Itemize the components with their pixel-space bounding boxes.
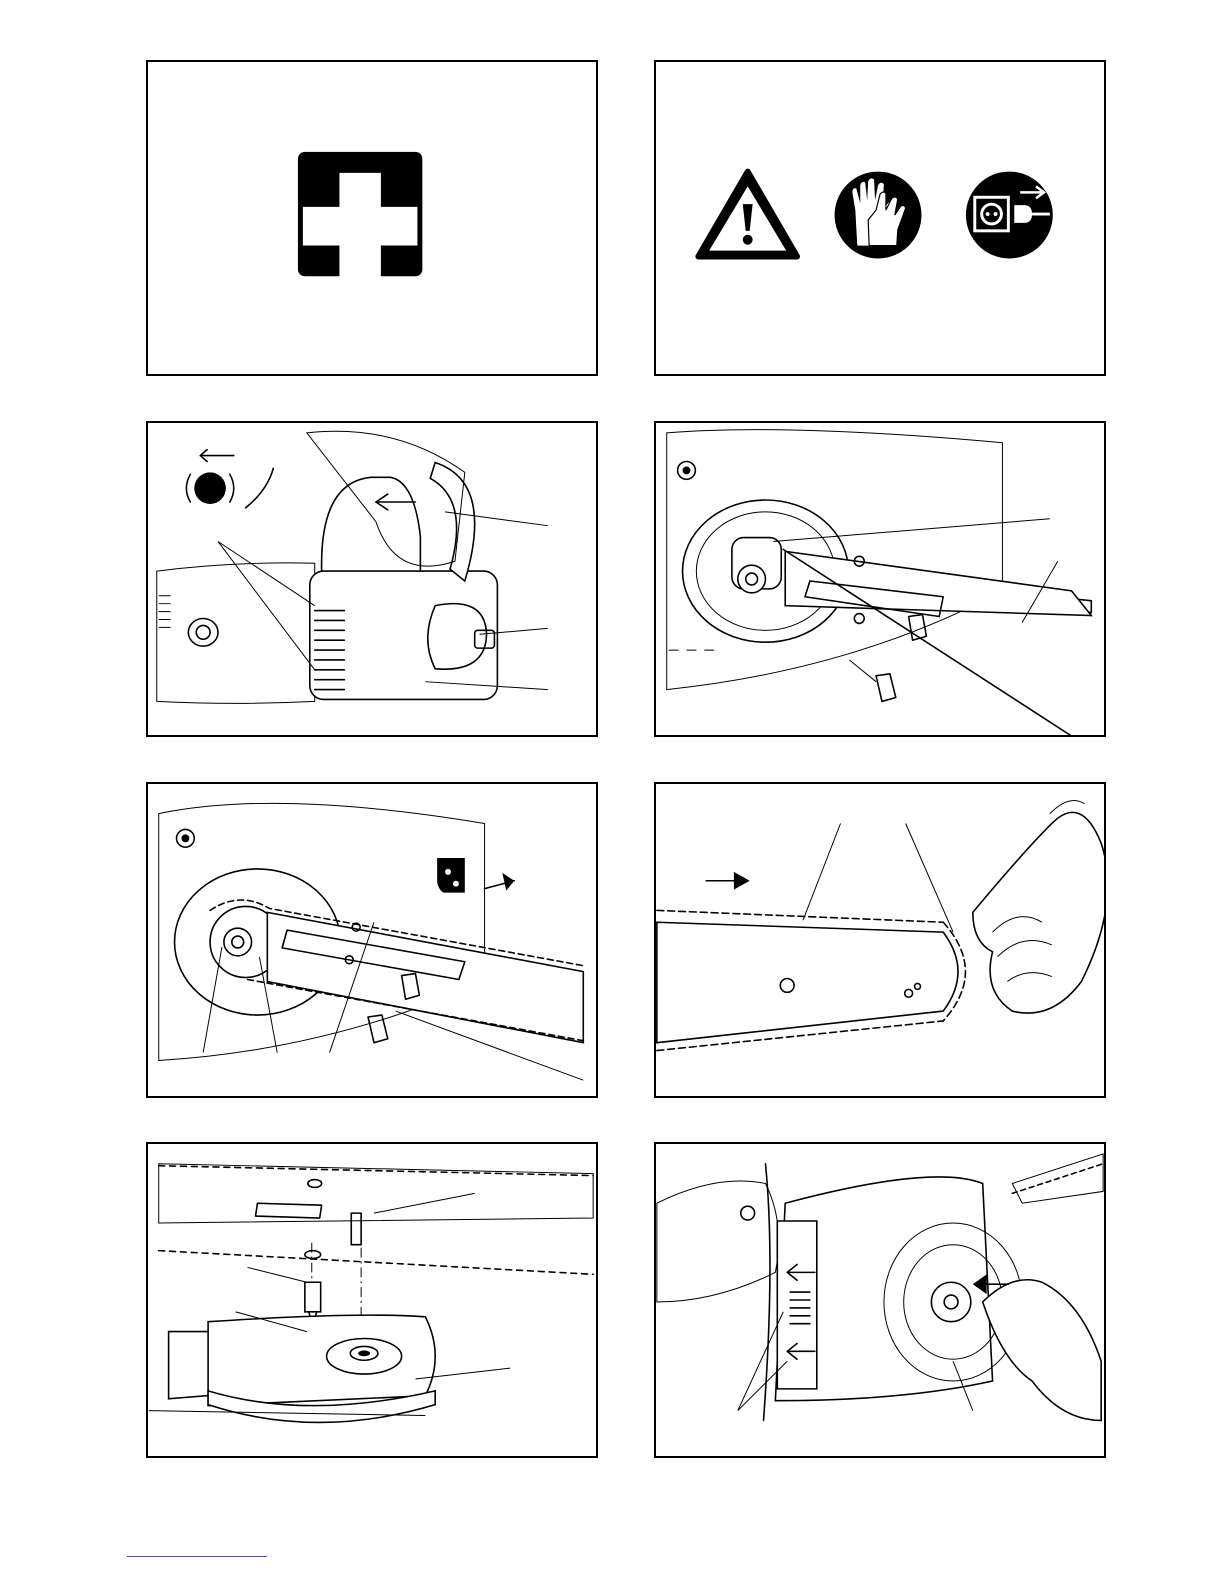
chain-direction-icon xyxy=(437,858,514,893)
figure-saw-chain-on-bar xyxy=(654,782,1106,1098)
figure-guide-bar-mounting xyxy=(654,421,1106,737)
wear-gloves-icon xyxy=(835,172,922,259)
figure-chain-brake-release xyxy=(146,421,598,737)
brake-direction-icon xyxy=(186,450,273,508)
first-aid-cross-icon xyxy=(148,62,596,374)
direction-arrow-icon xyxy=(706,872,749,890)
figure-sprocket-cover-fastening xyxy=(654,1142,1106,1458)
hand-illustration xyxy=(973,800,1104,1013)
figure-sprocket-cover-alignment xyxy=(146,1142,598,1458)
warning-triangle-icon xyxy=(698,172,797,257)
unplug-icon xyxy=(966,172,1053,259)
callout-lines xyxy=(803,823,953,932)
link-underline[interactable] xyxy=(127,1556,267,1557)
figure-first-aid xyxy=(146,60,598,376)
figure-saw-chain-on-sprocket xyxy=(146,782,598,1098)
chainsaw-body-illustration xyxy=(157,431,498,703)
figure-safety-symbols xyxy=(654,60,1106,376)
